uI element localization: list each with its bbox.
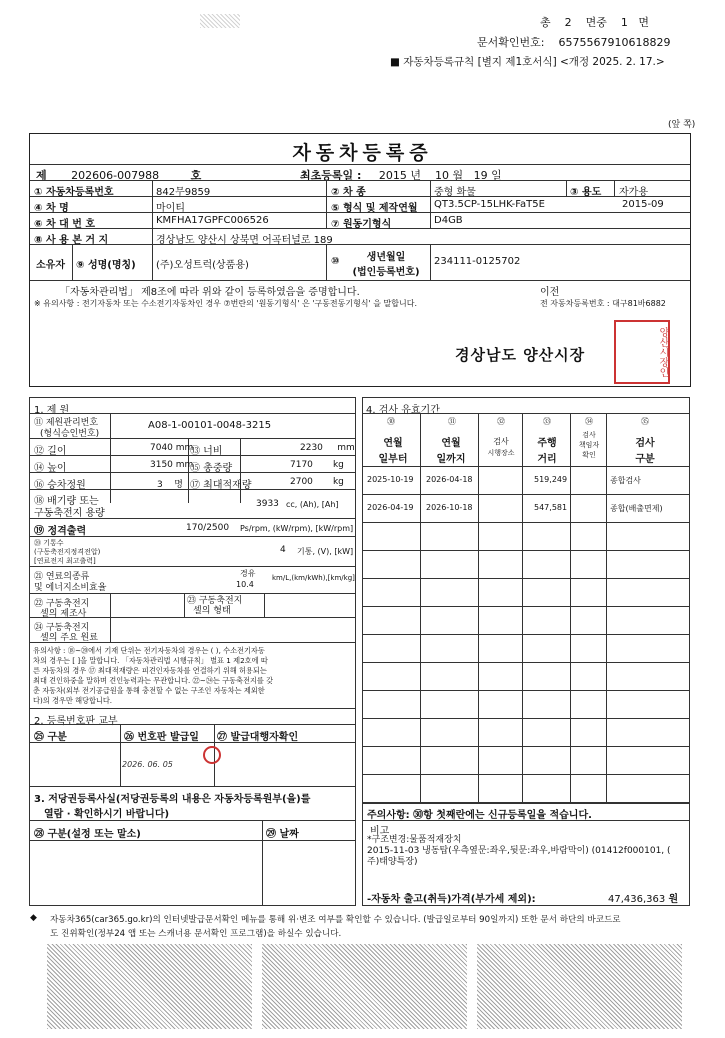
- mgmt-no-label: ⑪ 제원관리번호: [34, 418, 99, 428]
- certificate-title: 자동차등록증: [292, 142, 433, 164]
- vin-label: ⑥ 차 대 번 호: [34, 219, 96, 230]
- displacement-label-sub: 구동축전지 용량: [34, 508, 105, 519]
- reg-no-value: 842무9859: [156, 187, 211, 198]
- plate-col-type: ㉕ 구분: [34, 732, 67, 743]
- remarks-label: 비고: [370, 826, 390, 837]
- manufacture-date: 2015-09: [622, 199, 664, 210]
- official-seal: 양산시장인: [614, 320, 670, 384]
- mortgage-col-date: ㉙ 날짜: [266, 829, 299, 840]
- birth-label-number: ⑩: [331, 256, 340, 267]
- inspection-row-line: [362, 746, 689, 747]
- engine-label: ⑦ 원동기형식: [331, 219, 392, 230]
- col-inspector-no: ㉞: [585, 417, 593, 426]
- max-load-label: ⑰ 최대적재량: [190, 480, 252, 491]
- model-value: QT3.5CP-15LHK-FaT5E: [434, 199, 545, 210]
- regulation-line: ■ 자동차등록규칙 [별지 제1호서식] <개정 2025. 2. 17.>: [390, 56, 665, 68]
- base-location-value: 경상남도 양산시 상북면 어곡터널로 189: [156, 235, 333, 246]
- mortgage-section-subtitle: 열람 · 확인하시기 바랍니다): [44, 809, 170, 820]
- max-load-value: 2700 kg: [290, 477, 344, 487]
- col-mileage-label: 주행: [537, 438, 557, 449]
- agent-seal: [203, 746, 221, 764]
- battery-material-label-sub: 셀의 주요 원료: [40, 633, 98, 643]
- use-value: 자가용: [619, 187, 648, 198]
- col-mileage-label-sub: 거리: [537, 454, 557, 465]
- inspection-note: 주의사항: ㉚항 첫째란에는 신규등록일을 적습니다.: [367, 810, 592, 821]
- inspection-cell-kind: 종합(배출면제): [610, 504, 663, 513]
- inspection-cell-mileage: 547,581: [534, 503, 568, 512]
- col-kind-no: ㉟: [641, 417, 649, 426]
- inspection-row-line: [362, 774, 689, 775]
- displacement-label: ⑱ 배기량 또는: [34, 496, 99, 507]
- col-from-label: 연월: [383, 438, 403, 449]
- issuer-name: 경상남도 양산시장: [455, 346, 586, 364]
- fuel-label: ㉑ 연료의종류: [34, 572, 90, 582]
- height-label: ⑭ 높이: [34, 463, 67, 474]
- vehicle-name-label: ④ 차 명: [34, 203, 69, 214]
- inspection-col-line: [420, 413, 421, 803]
- previous-reg-no: 전 자동차등록번호 : 대구81바6882: [540, 299, 666, 308]
- diamond-bullet-icon: ◆: [30, 913, 37, 923]
- height-value: 3150 mm: [150, 460, 194, 470]
- power-label: ⑲ 정격출력: [34, 526, 87, 537]
- inspection-row-line: [362, 606, 689, 607]
- cylinder-label-sub2: [연료전지 최고출력]: [34, 557, 96, 565]
- col-from-no: ㉚: [387, 417, 395, 426]
- weight-value: 7170 kg: [290, 460, 344, 470]
- mgmt-no-value: A08-1-00101-0048-3215: [148, 420, 272, 431]
- col-place-label-sub: 시행장소: [487, 449, 515, 457]
- length-label: ⑫ 길이: [34, 446, 67, 457]
- length-value: 7040 mm: [150, 443, 194, 453]
- battery-form-label: ㉓ 구동축전지: [187, 596, 243, 606]
- plate-col-agent: ㉗ 발급대행자확인: [217, 732, 299, 743]
- col-mileage-no: ㉝: [543, 417, 551, 426]
- fuel-label-sub: 및 에너지소비효율: [34, 583, 107, 593]
- square-bullet-icon: ■: [390, 56, 400, 68]
- certify-text: 「자동차관리법」 제8조에 따라 위와 같이 등록하였음을 증명합니다.: [60, 287, 360, 298]
- width-label: ⑬ 너비: [190, 446, 223, 457]
- remarks-content: *구조변경:물품적재장치 2015-11-03 냉동탑(우측옆문:좌우,뒷문:좌우,바람막이) (01412f000101, ( 주)태양특장): [367, 835, 671, 867]
- spec-note: 유의사항 : ⑱~⑳에서 기재 단위는 전기자동차의 경우는 ( ), 수소전기자동 차의 경우는 [ ]을 말합니다. 「자동차관리법 시행규칙」 별표 1 제2호에 따 른 자동차의 경우 ⑰ 최대적재량은 피견인자동차를 연결하기 위해 허용되는 최대 견인하중을 말하며 견인능력과는 무관합니다. ㉒~㉔는 구동축전지를 갖 춘 자동차(외부 전기공급원을 통해 충전할 수 없는 구조인 자동차는 제외한 다)의 경우만 해당합니다.: [33, 646, 274, 705]
- birth-value: 234111-0125702: [434, 256, 521, 267]
- price-label: -자동차 출고(취득)가격(부가세 제외):: [367, 894, 536, 905]
- birth-label-sub: (법인등록번호): [352, 267, 420, 278]
- col-place-label: 검사: [493, 437, 509, 446]
- vehicle-type-value: 중형 화물: [434, 187, 476, 198]
- doc-confirm-number: 문서확인번호: 6575567910618829: [477, 36, 671, 49]
- fuel-efficiency: 10.4: [236, 580, 254, 589]
- barcode-block-3: [477, 944, 682, 1029]
- front-side-label: (앞 쪽): [668, 120, 696, 130]
- mortgage-col-type: ㉘ 구분(설정 또는 말소): [34, 829, 141, 840]
- inspection-col-line: [478, 413, 479, 803]
- inspection-row-line: [362, 494, 689, 495]
- barcode-block-2: [262, 944, 467, 1029]
- previous-label: 이전: [540, 287, 560, 298]
- inspection-row-line: [362, 690, 689, 691]
- fuel-unit: km/L,(km/kWh),[km/kg]: [272, 574, 355, 582]
- owner-name-value: (주)오성트럭(상품용): [156, 260, 249, 271]
- col-to-label-sub: 일까지: [436, 454, 466, 465]
- inspection-col-line: [522, 413, 523, 803]
- inspection-row-line: [362, 718, 689, 719]
- spec-section-title: 1. 제 원: [34, 405, 70, 416]
- inspection-cell-to: 2026-04-18: [426, 475, 473, 484]
- weight-label: ⑮ 총중량: [190, 463, 233, 474]
- power-value: 170/2500: [186, 523, 230, 533]
- first-registration-date: 최초등록일 : 2015 년 10 월 19 일: [300, 169, 502, 182]
- inspection-row-line: [362, 662, 689, 663]
- displacement-value: 3933: [256, 499, 279, 509]
- engine-value: D4GB: [434, 215, 463, 226]
- power-unit: Ps/rpm, (kW/rpm), [kW/rpm]: [240, 524, 354, 533]
- page-count: 총 2 면중 1 면: [540, 16, 650, 29]
- fuel-type: 경유: [240, 569, 256, 578]
- mgmt-no-label-sub: (형식승인번호): [40, 429, 100, 439]
- inspection-row-line: [362, 550, 689, 551]
- cylinder-unit: 기통, (V), [kW]: [297, 547, 354, 556]
- col-place-no: ㉜: [497, 417, 505, 426]
- vin-value: KMFHA17GPFC006526: [156, 215, 269, 226]
- inspection-row-line: [362, 578, 689, 579]
- inspection-row-line: [362, 634, 689, 635]
- vehicle-type-label: ② 차 종: [331, 187, 366, 198]
- mortgage-section-title: 3. 저당권등록사실(저당권등록의 내용은 자동차등록원부(을)를: [34, 794, 311, 805]
- displacement-unit: cc, (Ah), [Ah]: [286, 500, 339, 509]
- inspection-cell-kind: 종합검사: [610, 476, 641, 485]
- battery-maker-label: ㉒ 구동축전지: [34, 599, 90, 609]
- cylinder-label: ⑳ 기통수: [34, 539, 64, 547]
- price-value: 47,436,363 원: [608, 894, 679, 905]
- capacity-label: ⑯ 승차정원: [34, 480, 86, 491]
- inspection-section-title: 4. 검사 유효기간: [366, 405, 440, 416]
- barcode-block-1: [47, 944, 252, 1029]
- inspection-row-line: [362, 522, 689, 523]
- inspection-cell-from: 2026-04-19: [367, 503, 414, 512]
- footer-notice: 자동차365(car365.go.kr)의 인터넷발급문서확인 메뉴를 통해 위·변조 여부를 확인할 수 있습니다. (발급일로부터 90일까지) 또한 문서 하단의 바코드로 도 진위확인(정부24 앱 또는 스캐너용 문서확인 프로그램)을 하실수 있습니다.: [50, 915, 621, 939]
- cylinder-label-sub: (구동축전지정격전압): [34, 548, 101, 556]
- col-kind-label-sub: 구분: [635, 454, 655, 465]
- owner-name-label: ⑨ 성명(명칭): [76, 260, 136, 271]
- battery-maker-label-sub: 셀의 제조사: [40, 609, 87, 619]
- use-label: ③ 용도: [570, 187, 602, 198]
- vehicle-name-value: 마이티: [156, 203, 185, 214]
- birth-label: 생년월일: [366, 252, 406, 263]
- battery-form-label-sub: 셀의 형태: [193, 606, 231, 616]
- col-inspector-label: 검사: [582, 431, 596, 439]
- col-to-no: ㉛: [448, 417, 456, 426]
- plate-section-title: 2. 등록번호판 교부: [34, 716, 118, 727]
- capacity-value: 3 명: [157, 480, 183, 490]
- inspection-cell-to: 2026-10-18: [426, 503, 473, 512]
- inspection-cell-from: 2025-10-19: [367, 475, 414, 484]
- col-inspector-label-sub: 책임자: [578, 441, 600, 449]
- inspection-cell-mileage: 519,249: [534, 475, 568, 484]
- battery-material-label: ㉔ 구동축전지: [34, 623, 90, 633]
- base-location-label: ⑧ 사 용 본 거 지: [34, 235, 109, 246]
- top-stamp-mark: [200, 14, 240, 28]
- inspection-col-line: [570, 413, 571, 803]
- plate-col-date: ㉖ 번호판 발급일: [124, 732, 199, 743]
- owner-label: 소유자: [36, 260, 65, 271]
- inspection-row-line: [362, 466, 689, 467]
- cert-number: 제 202606-007988 호: [36, 169, 202, 182]
- reg-no-label: ① 자동차등록번호: [34, 187, 114, 198]
- col-from-label-sub: 일부터: [378, 454, 408, 465]
- width-value: 2230 mm: [300, 443, 355, 453]
- cert-notice: ※ 유의사항 : 전기자동차 또는 수소전기자동차인 경우 ⑦번란의 '원동기형식' 은 '구동전동기형식' 을 말합니다.: [34, 299, 417, 308]
- plate-issue-date: 2026. 06. 05: [122, 760, 173, 769]
- col-inspector-label-sub2: 확인: [582, 451, 596, 459]
- cylinder-value: 4: [280, 545, 286, 555]
- inspection-col-line: [606, 413, 607, 803]
- model-label: ⑤ 형식 및 제작연월: [331, 203, 418, 214]
- col-to-label: 연월: [441, 438, 461, 449]
- col-kind-label: 검사: [635, 438, 655, 449]
